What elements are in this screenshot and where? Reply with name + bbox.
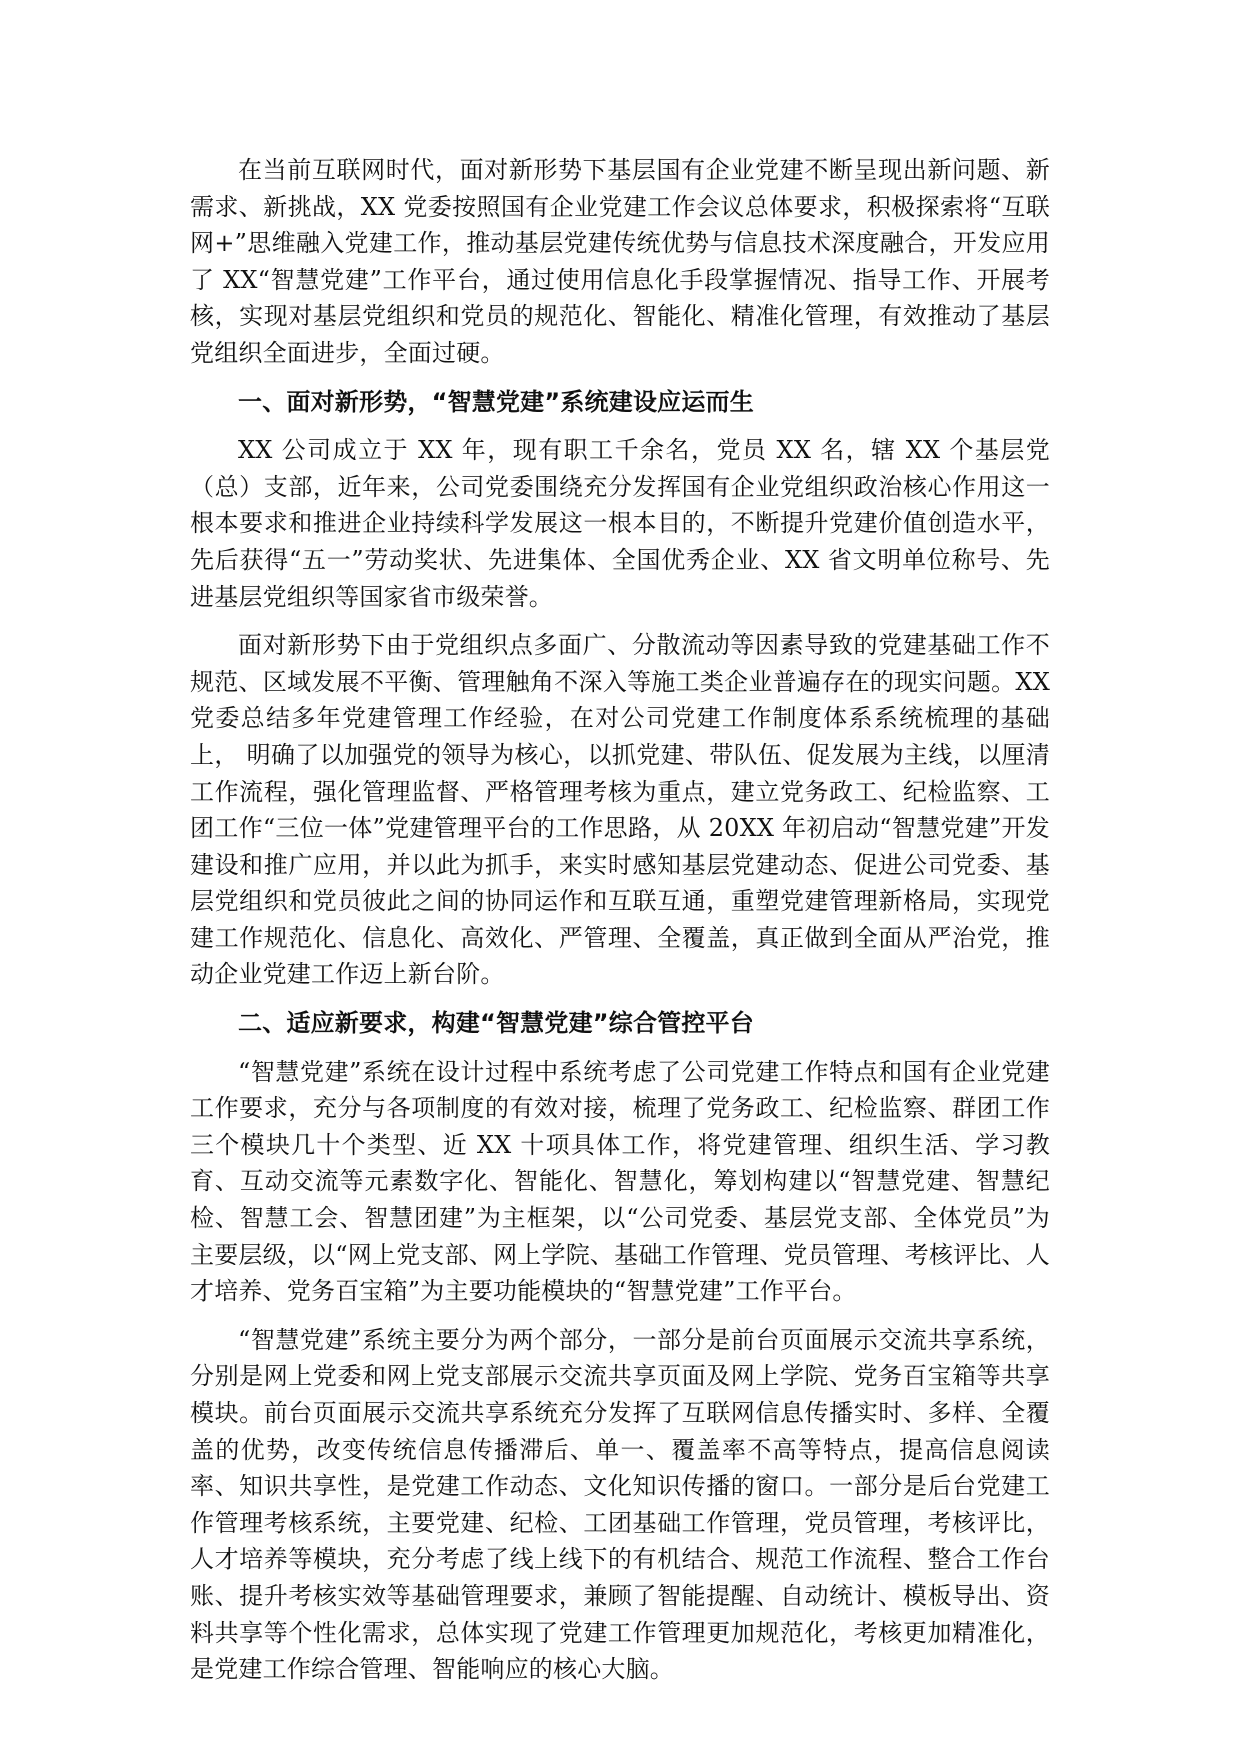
section-heading-2: 二、适应新要求，构建“智慧党建”综合管控平台 xyxy=(238,1009,754,1038)
intro-paragraph: 在当前互联网时代，面对新形势下基层国有企业党建不断呈现出新问题、新需求、新挑战，XX 党委按照国有企业党建工作会议总体要求，积极探索将“互联网+”思维融入党建工作，推动基层党建传统优势与信息技术深度融合，开发应用了 XX“智慧党建”工作平台，通过使用信息化手段掌握情况、指导工作、开展考核，实现对基层党组织和党员的规范化、智能化、精准化管理，有效推动了基层党组织全面进步，全面过硬。 xyxy=(190,156,1050,367)
section-1-paragraph-1: XX 公司成立于 XX 年，现有职工千余名，党员 XX 名，辖 XX 个基层党（总）支部，近年来，公司党委围绕充分发挥国有企业党组织政治核心作用这一根本要求和推进企业持续科学发展这一根本目的，不断提升党建价值创造水平，先后获得“五一”劳动奖状、先进集体、全国优秀企业、XX 省文明单位称号、先进基层党组织等国家省市级荣誉。 xyxy=(190,436,1050,611)
section-2-paragraph-2: “智慧党建”系统主要分为两个部分，一部分是前台页面展示交流共享系统，分别是网上党委和网上党支部展示交流共享页面及网上学院、党务百宝箱等共享模块。前台页面展示交流共享系统充分发挥了互联网信息传播实时、多样、全覆盖的优势，改变传统信息传播滞后、单一、覆盖率不高等特点，提高信息阅读率、知识共享性，是党建工作动态、文化知识传播的窗口。一部分是后台党建工作管理考核系统，主要党建、纪检、工团基础工作管理，党员管理，考核评比，人才培养等模块，充分考虑了线上线下的有机结合、规范工作流程、整合工作台账、提升考核实效等基础管理要求，兼顾了智能提醒、自动统计、模板导出、资料共享等个性化需求，总体实现了党建工作管理更加规范化，考核更加精准化，是党建工作综合管理、智能响应的核心大脑。 xyxy=(190,1325,1050,1684)
section-2-paragraph-1: “智慧党建”系统在设计过程中系统考虑了公司党建工作特点和国有企业党建工作要求，充分与各项制度的有效对接，梳理了党务政工、纪检监察、群团工作三个模块几十个类型、近 XX 十项具体工作，将党建管理、组织生活、学习教育、互动交流等元素数字化、智能化、智慧化，筹划构建以“智慧党建、智慧纪检、智慧工会、智慧团建”为主框架，以“公司党委、基层党支部、全体党员”为主要层级，以“网上党支部、网上学院、基础工作管理、党员管理、考核评比、人才培养、党务百宝箱”为主要功能模块的“智慧党建”工作平台。 xyxy=(190,1057,1050,1306)
section-heading-1: 一、面对新形势，“智慧党建”系统建设应运而生 xyxy=(238,387,754,416)
document-body xyxy=(190,152,1050,1700)
section-1-paragraph-2: 面对新形势下由于党组织点多面广、分散流动等因素导致的党建基础工作不规范、区域发展不平衡、管理触角不深入等施工类企业普遍存在的现实问题。XX 党委总结多年党建管理工作经验，在对公司党建工作制度体系系统梳理的基础上， 明确了以加强党的领导为核心，以抓党建、带队伍、促发展为主线，以厘清工作流程，强化管理监督、严格管理考核为重点，建立党务政工、纪检监察、工团工作“三位一体”党建管理平台的工作思路，从 20XX 年初启动“智慧党建”开发建设和推广应用，并以此为抓手，来实时感知基层党建动态、促进公司党委、基层党组织和党员彼此之间的协同运作和互联互通，重塑党建管理新格局，实现党建工作规范化、信息化、高效化、严管理、全覆盖，真正做到全面从严治党，推动企业党建工作迈上新台阶。 xyxy=(190,631,1050,989)
